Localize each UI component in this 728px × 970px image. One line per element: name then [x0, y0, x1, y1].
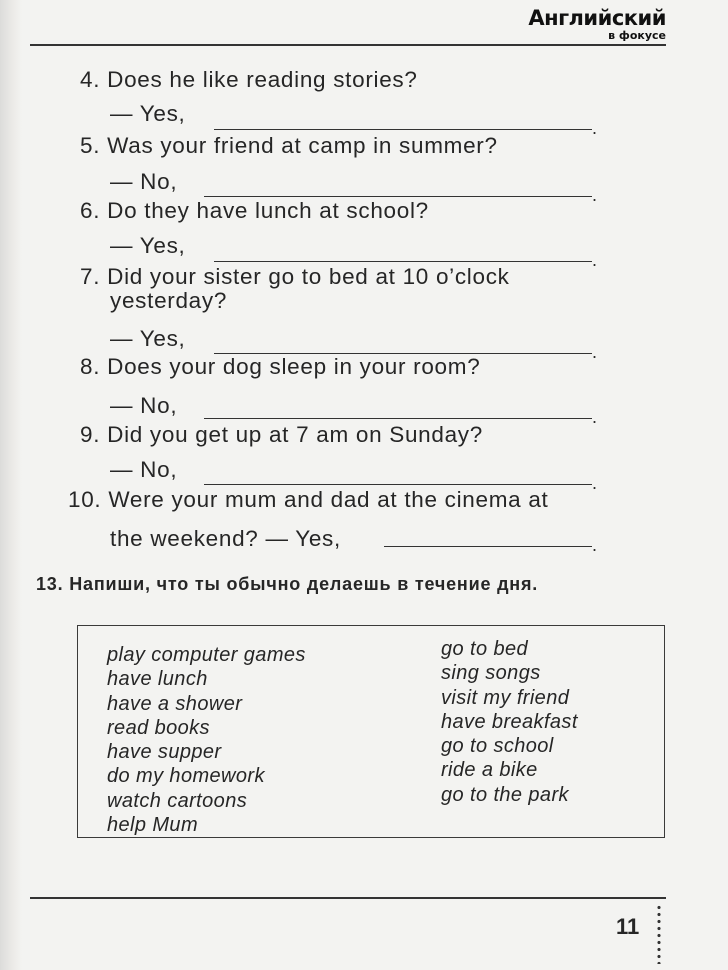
answer-period: . [592, 473, 598, 493]
list-item: go to bed [441, 638, 529, 660]
list-item: read books [107, 716, 210, 739]
page-number: 11 [616, 914, 640, 939]
list-item: sing songs [441, 662, 541, 685]
answer-period: . [592, 407, 598, 427]
answer-period: . [592, 535, 598, 555]
question-number: 10. [68, 487, 102, 512]
list-item: have supper [107, 741, 222, 764]
word-list-left [107, 643, 306, 837]
answer-blank-4[interactable] [214, 129, 592, 130]
question-text: Does your dog sleep in your room? [107, 354, 481, 379]
answer-prompt-5: — No, [110, 169, 178, 194]
answer-blank-8[interactable] [204, 418, 592, 419]
answer-prompt-6: — Yes, [110, 233, 186, 258]
logo-subtitle: в фокусе [608, 29, 666, 42]
question-text: Do they have lunch at school? [107, 198, 429, 223]
answer-period: . [592, 250, 598, 270]
footer-rule [30, 897, 666, 899]
question-text: Was your friend at camp in summer? [107, 133, 498, 158]
question-number: 7. [80, 264, 101, 289]
list-item: go to the park [441, 783, 569, 806]
answer-period: . [592, 342, 598, 362]
question-9 [80, 422, 483, 448]
answer-blank-5[interactable] [204, 196, 592, 197]
question-number: 8. [80, 354, 101, 379]
list-item: ride a bike [441, 759, 538, 782]
answer-period: . [592, 185, 598, 205]
list-item: have lunch [107, 668, 208, 691]
header-rule [30, 44, 666, 46]
question-number: 5. [80, 133, 101, 158]
answer-prompt-9: — No, [110, 457, 178, 482]
question-6 [80, 198, 429, 224]
question-4 [80, 67, 418, 93]
list-item: have a shower [107, 692, 243, 715]
answer-prompt-4: — Yes, [110, 101, 186, 126]
page-dots-decoration [657, 904, 661, 964]
list-item: watch cartoons [107, 789, 248, 812]
question-10-line-2: the weekend? — Yes, [110, 526, 341, 551]
list-item: play computer games [107, 644, 306, 666]
list-item: go to school [441, 735, 554, 758]
question-number: 6. [80, 198, 101, 223]
question-5 [80, 133, 498, 159]
answer-prompt-8: — No, [110, 393, 178, 418]
list-item: help Mum [107, 814, 199, 837]
list-item: have breakfast [441, 710, 578, 733]
question-8 [80, 354, 480, 380]
task-13-title: 13. Напиши, что ты обычно делаешь в течение дня. [36, 574, 539, 594]
answer-blank-6[interactable] [214, 261, 592, 262]
answer-prompt-7: — Yes, [110, 326, 186, 351]
answer-blank-10[interactable] [384, 546, 592, 547]
question-text: Does he like reading stories? [107, 67, 418, 92]
word-list-right [441, 637, 578, 807]
question-text: Did you get up at 7 am on Sunday? [107, 422, 483, 447]
question-7-line-2: yesterday? [110, 288, 228, 313]
logo-title: Английский [528, 6, 666, 30]
question-text-line-1: Did your sister go to bed at 10 o’clock [107, 264, 510, 289]
textbook-logo [528, 8, 666, 41]
question-number: 4. [80, 67, 101, 92]
answer-blank-9[interactable] [204, 484, 592, 485]
list-item: do my homework [107, 765, 265, 788]
question-text-line-1: Were your mum and dad at the cinema at [108, 487, 549, 512]
list-item: visit my friend [441, 686, 570, 709]
answer-period: . [592, 118, 598, 138]
question-number: 9. [80, 422, 101, 447]
question-7 [80, 264, 510, 290]
question-10 [68, 487, 549, 513]
page-edge [0, 0, 22, 970]
